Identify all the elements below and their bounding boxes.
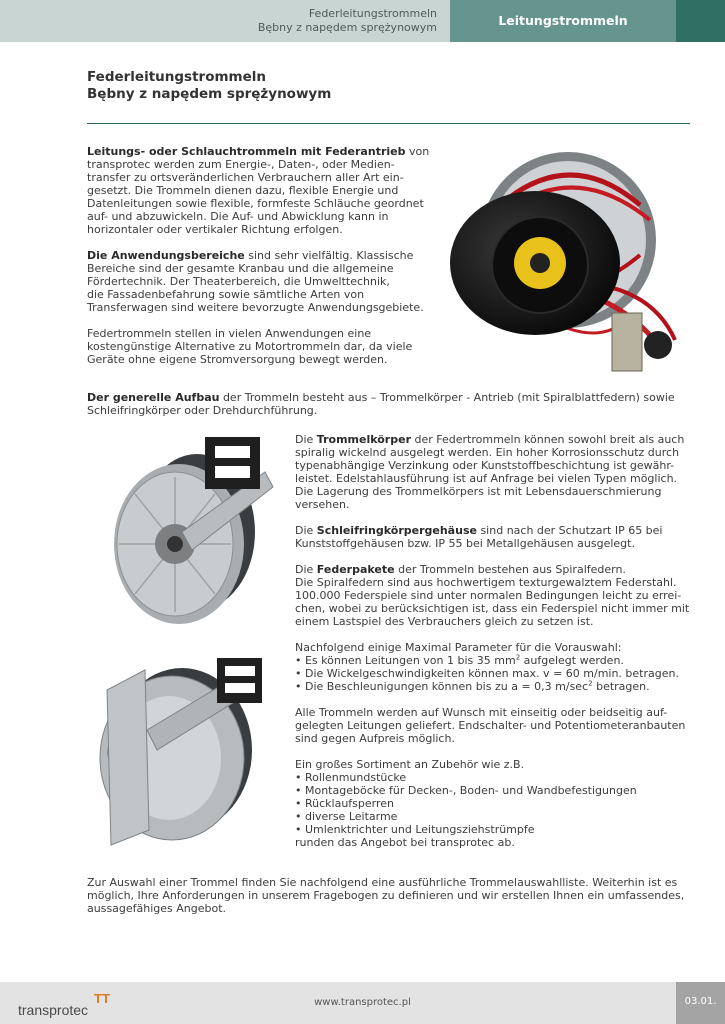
- text-line: aussagefähiges Angebot.: [87, 902, 227, 915]
- text-line: chen, wobei zu berücksichtigen ist, dass ein Federspiel nicht immer mit: [295, 602, 690, 615]
- text-line: der Trommeln besteht aus – Trommelkörper - Antrieb (mit Spiralblattfedern) sowie: [219, 391, 675, 404]
- text-line: aufgelegt werden.: [520, 654, 624, 667]
- text-line: Kunststoffgehäusen bzw. IP 55 bei Metallgehäusen ausgelegt.: [295, 537, 635, 550]
- text-line: Nachfolgend einige Maximal Parameter für die Vorauswahl:: [295, 641, 622, 654]
- text-line: transfer zu ortsveränderlichen Verbrauchern aller Art ein-: [87, 171, 404, 184]
- text-line: kostengünstige Alternative zu Motortrommeln dar, da viele: [87, 340, 413, 353]
- text-line: auf- und abzuwickeln. Die Auf- und Abwicklung kann in: [87, 210, 389, 223]
- accessories-paragraph: [295, 758, 695, 849]
- text-line: 100.000 Federspiele sind unter normalen Bedingungen leicht zu errei-: [295, 589, 682, 602]
- text-line: möglich, Ihre Anforderungen in unserem Fragebogen zu definieren und wir erstellen Ihnen ein umfassendes,: [87, 889, 685, 902]
- page-number: 03.01.: [684, 996, 717, 1007]
- footer-url[interactable]: www.transprotec.pl: [314, 997, 411, 1008]
- text-line: der Trommeln bestehen aus Spiralfedern.: [394, 563, 626, 576]
- schleifring-paragraph: [295, 524, 695, 550]
- details-text: [295, 433, 695, 849]
- text-line: horizontaler oder vertikaler Richtung erfolgen.: [87, 223, 343, 236]
- text-line: die Fassadenbefahrung sowie sämtliche Arten von: [87, 288, 365, 301]
- intro-p1-bold: Leitungs- oder Schlauchtrommeln mit Federantrieb: [87, 145, 406, 158]
- list-item: • Montageböcke für Decken-, Boden- und Wandbefestigungen: [295, 784, 637, 797]
- text-line: Die Spiralfedern sind aus hochwertigem texturgewalztem Federstahl.: [295, 576, 677, 589]
- list-item: • Rücklaufsperren: [295, 797, 394, 810]
- black-cable-reel-image: [440, 145, 690, 380]
- intro-paragraph-2: [87, 249, 432, 314]
- list-item: • Umlenktrichter und Leitungsziehstrümpfe: [295, 823, 535, 836]
- text-line: transprotec werden zum Energie-, Daten-, oder Medien-: [87, 158, 395, 171]
- superscript: 2: [588, 679, 593, 688]
- page-title-line1: Federleitungstrommeln: [87, 69, 267, 85]
- text-line: gesetzt. Die Trommeln dienen dazu, flexible Energie und: [87, 184, 399, 197]
- options-paragraph: [295, 706, 695, 745]
- text-line: sind gegen Aufpreis möglich.: [295, 732, 455, 745]
- grey-cable-reel-image: [87, 432, 287, 637]
- parameters-paragraph: [295, 641, 695, 693]
- text-line: Federtrommeln stellen in vielen Anwendungen eine: [87, 327, 372, 340]
- logo-mark: TT: [94, 991, 110, 1006]
- logo-text: transprotec: [18, 1002, 89, 1018]
- text-line: Zur Auswahl einer Trommel finden Sie nachfolgend eine ausführliche Trommelauswahlliste. Weiterhin ist es: [87, 876, 678, 889]
- text-line: Fördertechnik. Der Theaterbereich, die Umwelttechnik,: [87, 275, 390, 288]
- trommelkoerper-paragraph: [295, 433, 695, 511]
- schleifring-bold: Schleifringkörpergehäuse: [316, 524, 477, 537]
- text-line: gelegten Leitungen geliefert. Endschalter- und Potentiometeranbauten: [295, 719, 686, 732]
- title-divider: [87, 123, 690, 124]
- list-item: • Rollenmundstücke: [295, 771, 407, 784]
- text-line: Die: [295, 524, 317, 537]
- text-line: Bereiche sind der gesamte Kranbau und die allgemeine: [87, 262, 394, 275]
- header-accent-block: [676, 0, 725, 42]
- text-line: • Es können Leitungen von 1 bis 35 mm: [295, 654, 516, 667]
- header-subtitle-line2: Bębny z napędem sprężynowym: [257, 21, 437, 34]
- federpakete-paragraph: [295, 563, 695, 628]
- text-line: von: [405, 145, 430, 158]
- text-line: Schleifringkörper oder Drehdurchführung.: [87, 404, 318, 417]
- text-line: Die: [295, 433, 317, 446]
- text-line: versehen.: [295, 498, 350, 511]
- text-line: runden das Angebot bei transprotec ab.: [295, 836, 515, 849]
- text-line: Datenleitungen sowie flexible, formfeste Schläuche geordnet: [87, 197, 424, 210]
- aufbau-text: [87, 391, 692, 417]
- text-line: einem Lastspiel des Verbrauchers gleich zu setzen ist.: [295, 615, 594, 628]
- header-subtitle: [258, 7, 437, 35]
- federpakete-bold: Federpakete: [316, 563, 395, 576]
- text-line: sind nach der Schutzart IP 65 bei: [476, 524, 663, 537]
- text-line: Transferwagen sind weitere bevorzugte Anwendungsgebiete.: [87, 301, 424, 314]
- text-line: leistet. Edelstahlausführung ist auf Anfrage bei vielen Typen möglich.: [295, 472, 678, 485]
- text-line: Geräte ohne eigene Stromversorgung bewegt werden.: [87, 353, 388, 366]
- intro-text: [87, 145, 432, 366]
- text-line: Ein großes Sortiment an Zubehör wie z.B.: [295, 758, 525, 771]
- page-title-line2: Bębny z napędem sprężynowym: [87, 86, 332, 102]
- text-line: Alle Trommeln werden auf Wunsch mit einseitig oder beidseitig auf-: [295, 706, 668, 719]
- intro-paragraph-3: [87, 327, 432, 366]
- aufbau-bold: Der generelle Aufbau: [87, 391, 220, 404]
- intro-paragraph-1: [87, 145, 432, 236]
- text-line: • Die Beschleunigungen können bis zu a = 0,3 m/sec: [295, 680, 589, 693]
- header-tab-label: Leitungstrommeln: [498, 13, 628, 28]
- text-line: betragen.: [592, 680, 650, 693]
- header-tab: [450, 0, 676, 42]
- text-line: spiralig wickelnd ausgelegt werden. Ein hoher Korrosionsschutz durch: [295, 446, 680, 459]
- header-subtitle-line1: Federleitungstrommeln: [308, 7, 437, 20]
- text-line: Die Lagerung des Trommelkörpers ist mit Lebensdauerschmierung: [295, 485, 662, 498]
- list-item: • diverse Leitarme: [295, 810, 398, 823]
- text-line: • Die Wickelgeschwindigkeiten können max. v = 60 m/min. betragen.: [295, 667, 679, 680]
- superscript: 2: [515, 653, 521, 662]
- trommelkoerper-bold: Trommelkörper: [316, 433, 411, 446]
- text-line: sind sehr vielfältig. Klassische: [244, 249, 414, 262]
- bracket-cable-reel-image: [87, 650, 277, 850]
- page-title: [87, 69, 331, 103]
- closing-text: [87, 876, 697, 915]
- text-line: typenabhängige Verzinkung oder Kunststoffbeschichtung ist gewähr-: [295, 459, 675, 472]
- text-line: Die: [295, 563, 317, 576]
- text-line: der Federtrommeln können sowohl breit als auch: [411, 433, 685, 446]
- intro-p2-bold: Die Anwendungsbereiche: [87, 249, 245, 262]
